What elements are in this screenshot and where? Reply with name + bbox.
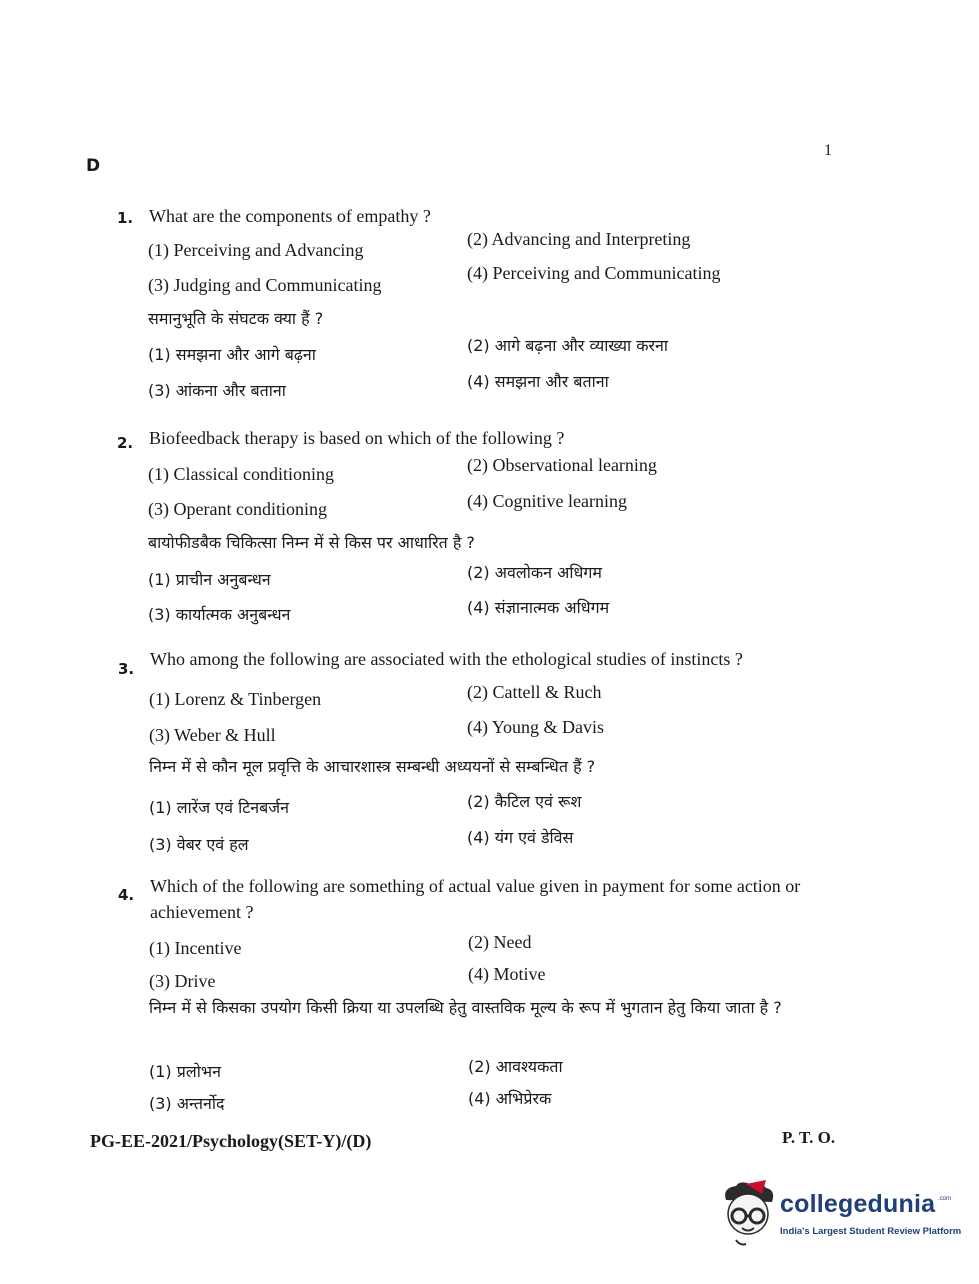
- option-hi-3: (3) वेबर एवं हल: [149, 835, 249, 854]
- option-hi-2: (2) आगे बढ़ना और व्याख्या करना: [467, 336, 669, 355]
- option-en-2: (2) Cattell & Ruch: [467, 682, 602, 702]
- option-en-3: (3) Operant conditioning: [148, 499, 327, 519]
- option-hi-4: (4) अभिप्रेरक: [468, 1089, 552, 1108]
- option-hi-3: (3) आंकना और बताना: [148, 381, 286, 400]
- brand-tagline: India's Largest Student Review Platform: [780, 1226, 962, 1237]
- option-hi-1: (1) समझना और आगे बढ़ना: [148, 345, 316, 364]
- question-text-hi: समानुभूति के संघटक क्या हैं ?: [148, 309, 324, 328]
- question-text-en: What are the components of empathy ?: [149, 206, 431, 226]
- question-text-hi: निम्न में से किसका उपयोग किसी क्रिया या उपलब्धि हेतु वास्तविक मूल्य के रूप में भुगतान हेतु किया जाता है ?: [149, 998, 782, 1017]
- mascot-logo-icon: [716, 1180, 780, 1250]
- question-text-en: Biofeedback therapy is based on which of the following ?: [149, 428, 565, 448]
- option-hi-1: (1) लारेंज एवं टिनबर्जन: [149, 798, 290, 817]
- option-hi-4: (4) यंग एवं डेविस: [467, 828, 574, 847]
- option-en-1: (1) Perceiving and Advancing: [148, 240, 364, 260]
- option-hi-3: (3) कार्यात्मक अनुबन्धन: [148, 605, 291, 624]
- option-hi-2: (2) अवलोकन अधिगम: [467, 563, 602, 582]
- option-hi-2: (2) कैटिल एवं रूश: [467, 792, 582, 811]
- question-text-hi: निम्न में से कौन मूल प्रवृत्ति के आचारशास्त्र सम्बन्धी अध्ययनों से सम्बन्धित हैं ?: [149, 757, 596, 776]
- option-hi-1: (1) प्रलोभन: [149, 1062, 221, 1081]
- option-en-1: (1) Classical conditioning: [148, 464, 334, 484]
- question-text-en: Who among the following are associated with the ethological studies of instincts ?: [150, 649, 743, 669]
- option-hi-2: (2) आवश्यकता: [468, 1057, 563, 1076]
- option-en-2: (2) Observational learning: [467, 455, 657, 475]
- question-number: 4.: [118, 886, 135, 904]
- brand-suffix: .com: [938, 1196, 952, 1202]
- option-en-3: (3) Judging and Communicating: [148, 275, 382, 295]
- question-text-hi: बायोफीडबैक चिकित्सा निम्न में से किस पर आधारित है ?: [148, 533, 475, 552]
- option-en-1: (1) Lorenz & Tinbergen: [149, 689, 322, 709]
- option-hi-1: (1) प्राचीन अनुबन्धन: [148, 570, 271, 589]
- option-en-4: (4) Perceiving and Communicating: [467, 263, 721, 283]
- question-number: 2.: [117, 434, 134, 452]
- option-en-4: (4) Motive: [468, 964, 546, 984]
- set-code: D: [86, 156, 101, 176]
- option-en-2: (2) Advancing and Interpreting: [467, 229, 691, 249]
- pto-label: P. T. O.: [782, 1128, 836, 1147]
- paper-code: PG-EE-2021/Psychology(SET-Y)/(D): [90, 1131, 372, 1151]
- brand-name: collegedunia: [780, 1190, 936, 1218]
- page-number: 1: [824, 142, 832, 159]
- option-en-1: (1) Incentive: [149, 938, 242, 958]
- option-en-4: (4) Cognitive learning: [467, 491, 627, 511]
- option-hi-3: (3) अन्तर्नोद: [149, 1094, 225, 1113]
- question-number: 1.: [117, 209, 134, 227]
- option-hi-4: (4) समझना और बताना: [467, 372, 609, 391]
- option-en-4: (4) Young & Davis: [467, 717, 605, 737]
- option-en-2: (2) Need: [468, 932, 532, 952]
- option-hi-4: (4) संज्ञानात्मक अधिगम: [467, 598, 610, 617]
- option-en-3: (3) Weber & Hull: [149, 725, 276, 745]
- question-text-en: Which of the following are something of actual value given in payment for some action or achievement ?: [150, 876, 801, 922]
- option-en-3: (3) Drive: [149, 971, 216, 991]
- question-number: 3.: [118, 660, 135, 678]
